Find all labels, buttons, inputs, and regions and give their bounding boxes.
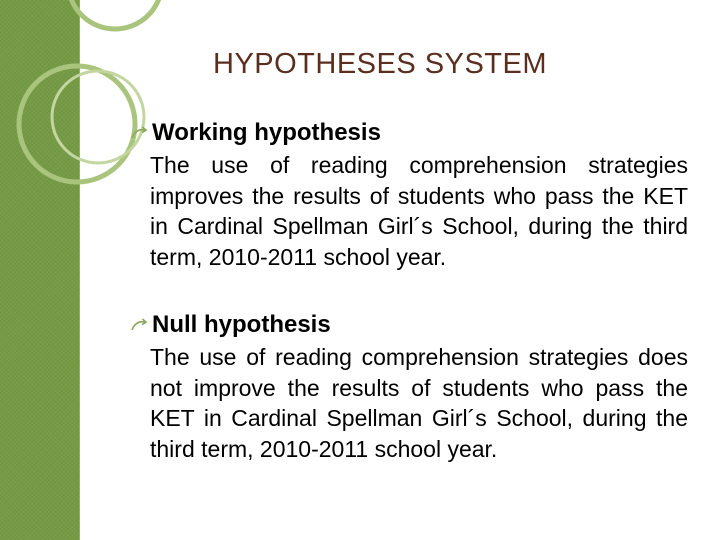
curved-arrow-bullet-icon: [130, 316, 152, 334]
working-hypothesis-section: [130, 117, 690, 272]
curved-arrow-bullet-icon: [130, 124, 152, 142]
null-hypothesis-text: The use of reading comprehension strategies does not improve the results of students who pass the KET in Cardinal Spellman Girl´s School, during the third term, 2010-2011 school year.: [150, 344, 688, 462]
decorative-ring-large-icon: [68, 0, 162, 29]
decorative-ring-main-icon: [19, 66, 135, 182]
null-hypothesis-section: [130, 309, 690, 464]
slide-title: HYPOTHESES SYSTEM: [213, 48, 548, 80]
null-hypothesis-heading-row: [130, 309, 690, 341]
null-hypothesis-heading: Null hypothesis: [152, 311, 331, 338]
working-hypothesis-heading-row: [130, 117, 690, 149]
working-hypothesis-text: The use of reading comprehension strategies improves the results of students who pass the KET in Cardinal Spellman Girl´s School, during the third term, 2010-2011 school year.: [150, 152, 688, 270]
working-hypothesis-heading: Working hypothesis: [152, 119, 381, 146]
